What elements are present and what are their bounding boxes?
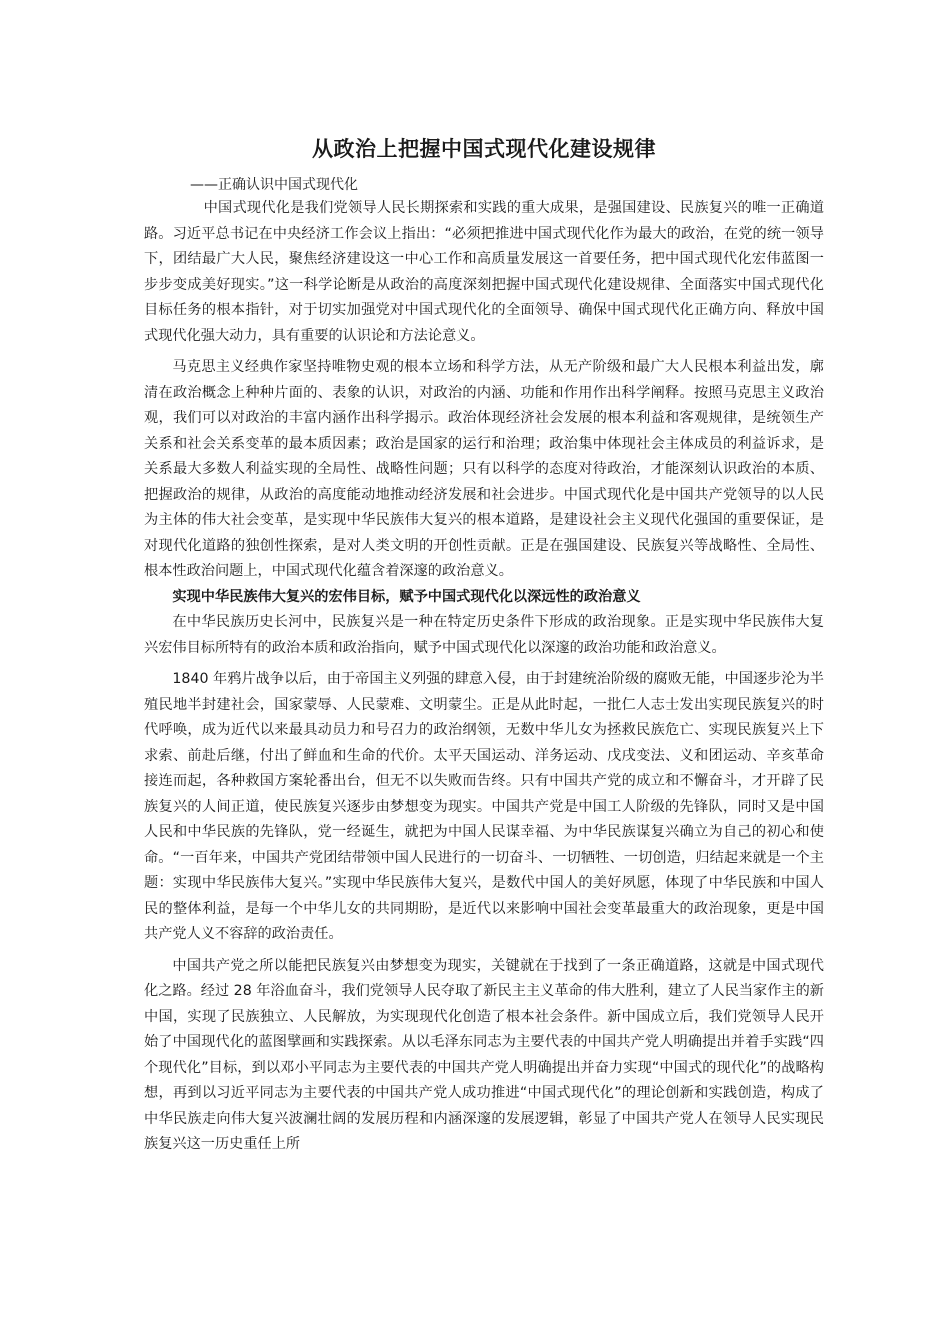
section-paragraph: 在中华民族历史长河中，民族复兴是一种在特定历史条件下形成的政治现象。正是实现中华民族伟大复兴宏伟目标所特有的政治本质和政治指向，赋予中国式现代化以深邃的政治功能和政治意义。 [144,614,824,656]
section-heading: 实现中华民族伟大复兴的宏伟目标，赋予中国式现代化以深远性的政治意义 [172,588,641,605]
intro-paragraph: 中国式现代化是我们党领导人民长期探索和实践的重大成果，是强国建设、民族复兴的唯一正确道路。习近平总书记在中央经济工作会议上指出：“必须把推进中国式现代化作为最大的政治，在党的统一领导下，团结最广大人民，聚焦经济建设这一中心工作和高质量发展这一首要任务，把中国式现代化宏伟蓝图一步步变成美好现实。”这一科学论断是从政治的高度深刻把握中国式现代化建设规律、全面落实中国式现代化目标任务的根本指针，对于切实加强党对中国式现代化的全面领导、确保中国式现代化正确方向、释放中国式现代化强大动力，具有重要的认识论和方法论意义。 [144,200,824,344]
section-paragraph: 中国共产党之所以能把民族复兴由梦想变为现实，关键就在于找到了一条正确道路，这就是中国式现代化之路。经过 28 年浴血奋斗，我们党领导人民夺取了新民主主义革命的伟大胜利，建立了人民当家作主的新中国，实现了民族独立、人民解放，为实现现代化创造了根本社会条件。新中国成立后，我们党领导人民开始了中国现代化的蓝图擘画和实践探索。从以毛泽东同志为主要代表的中国共产党人明确提出并着手实践“四个现代化”目标，到以邓小平同志为主要代表的中国共产党人明确提出并奋力实现“中国式的现代化”的战略构想，再到以习近平同志为主要代表的中国共产党人成功推进“中国式现代化”的理论创新和实践创造，构成了中华民族走向伟大复兴波澜壮阔的发展历程和内涵深邃的发展逻辑，彰显了中国共产党人在领导人民实现民族复兴这一历史重任上所 [144,957,824,1152]
document-subtitle: ——正确认识中国式现代化 [190,177,358,193]
document-page [144,134,824,1158]
section-paragraph: 1840 年鸦片战争以后，由于帝国主义列强的肆意入侵，由于封建统治阶级的腐败无能，中国逐步沦为半殖民地半封建社会，国家蒙辱、人民蒙难、文明蒙尘。正是从此时起，一批仁人志士发出实现民族复兴的时代呼唤，成为近代以来最具动员力和号召力的政治纲领，无数中华儿女为拯救民族危亡、实现民族复兴上下求索、前赴后继，付出了鲜血和生命的代价。太平天国运动、洋务运动、戊戌变法、义和团运动、辛亥革命接连而起，各种救国方案轮番出台，但无不以失败而告终。只有中国共产党的成立和不懈奋斗，才开辟了民族复兴的人间正道，使民族复兴逐步由梦想变为现实。中国共产党是中国工人阶级的先锋队，同时又是中国人民和中华民族的先锋队，党一经诞生，就把为中国人民谋幸福、为中华民族谋复兴确立为自己的初心和使命。“一百年来，中国共产党团结带领中国人民进行的一切奋斗、一切牺牲、一切创造，归结起来就是一个主题：实现中华民族伟大复兴。”实现中华民族伟大复兴，是数代中国人的美好夙愿，体现了中华民族和中国人民的整体利益，是每一个中华儿女的共同期盼，是近代以来影响中国社会变革最重大的政治现象，更是中国共产党人义不容辞的政治责任。 [144,671,824,942]
document-title: 从政治上把握中国式现代化建设规律 [312,137,656,161]
body-paragraph: 马克思主义经典作家坚持唯物史观的根本立场和科学方法，从无产阶级和最广大人民根本利益出发，廓清在政治概念上种种片面的、表象的认识，对政治的内涵、功能和作用作出科学阐释。按照马克思主义政治观，我们可以对政治的丰富内涵作出科学揭示。政治体现经济社会发展的根本利益和客观规律，是统领生产关系和社会关系变革的最本质因素；政治是国家的运行和治理；政治集中体现社会主体成员的利益诉求，是关系最大多数人利益实现的全局性、战略性问题；只有以科学的态度对待政治，才能深刻认识政治的本质、把握政治的规律，从政治的高度能动地推动经济发展和社会进步。中国式现代化是中国共产党领导的以人民为主体的伟大社会变革，是实现中华民族伟大复兴的根本道路，是建设社会主义现代化强国的重要保证，是对现代化道路的独创性探索，是对人类文明的开创性贡献。正是在强国建设、民族复兴等战略性、全局性、根本性政治问题上，中国式现代化蕴含着深邃的政治意义。 [144,359,824,579]
